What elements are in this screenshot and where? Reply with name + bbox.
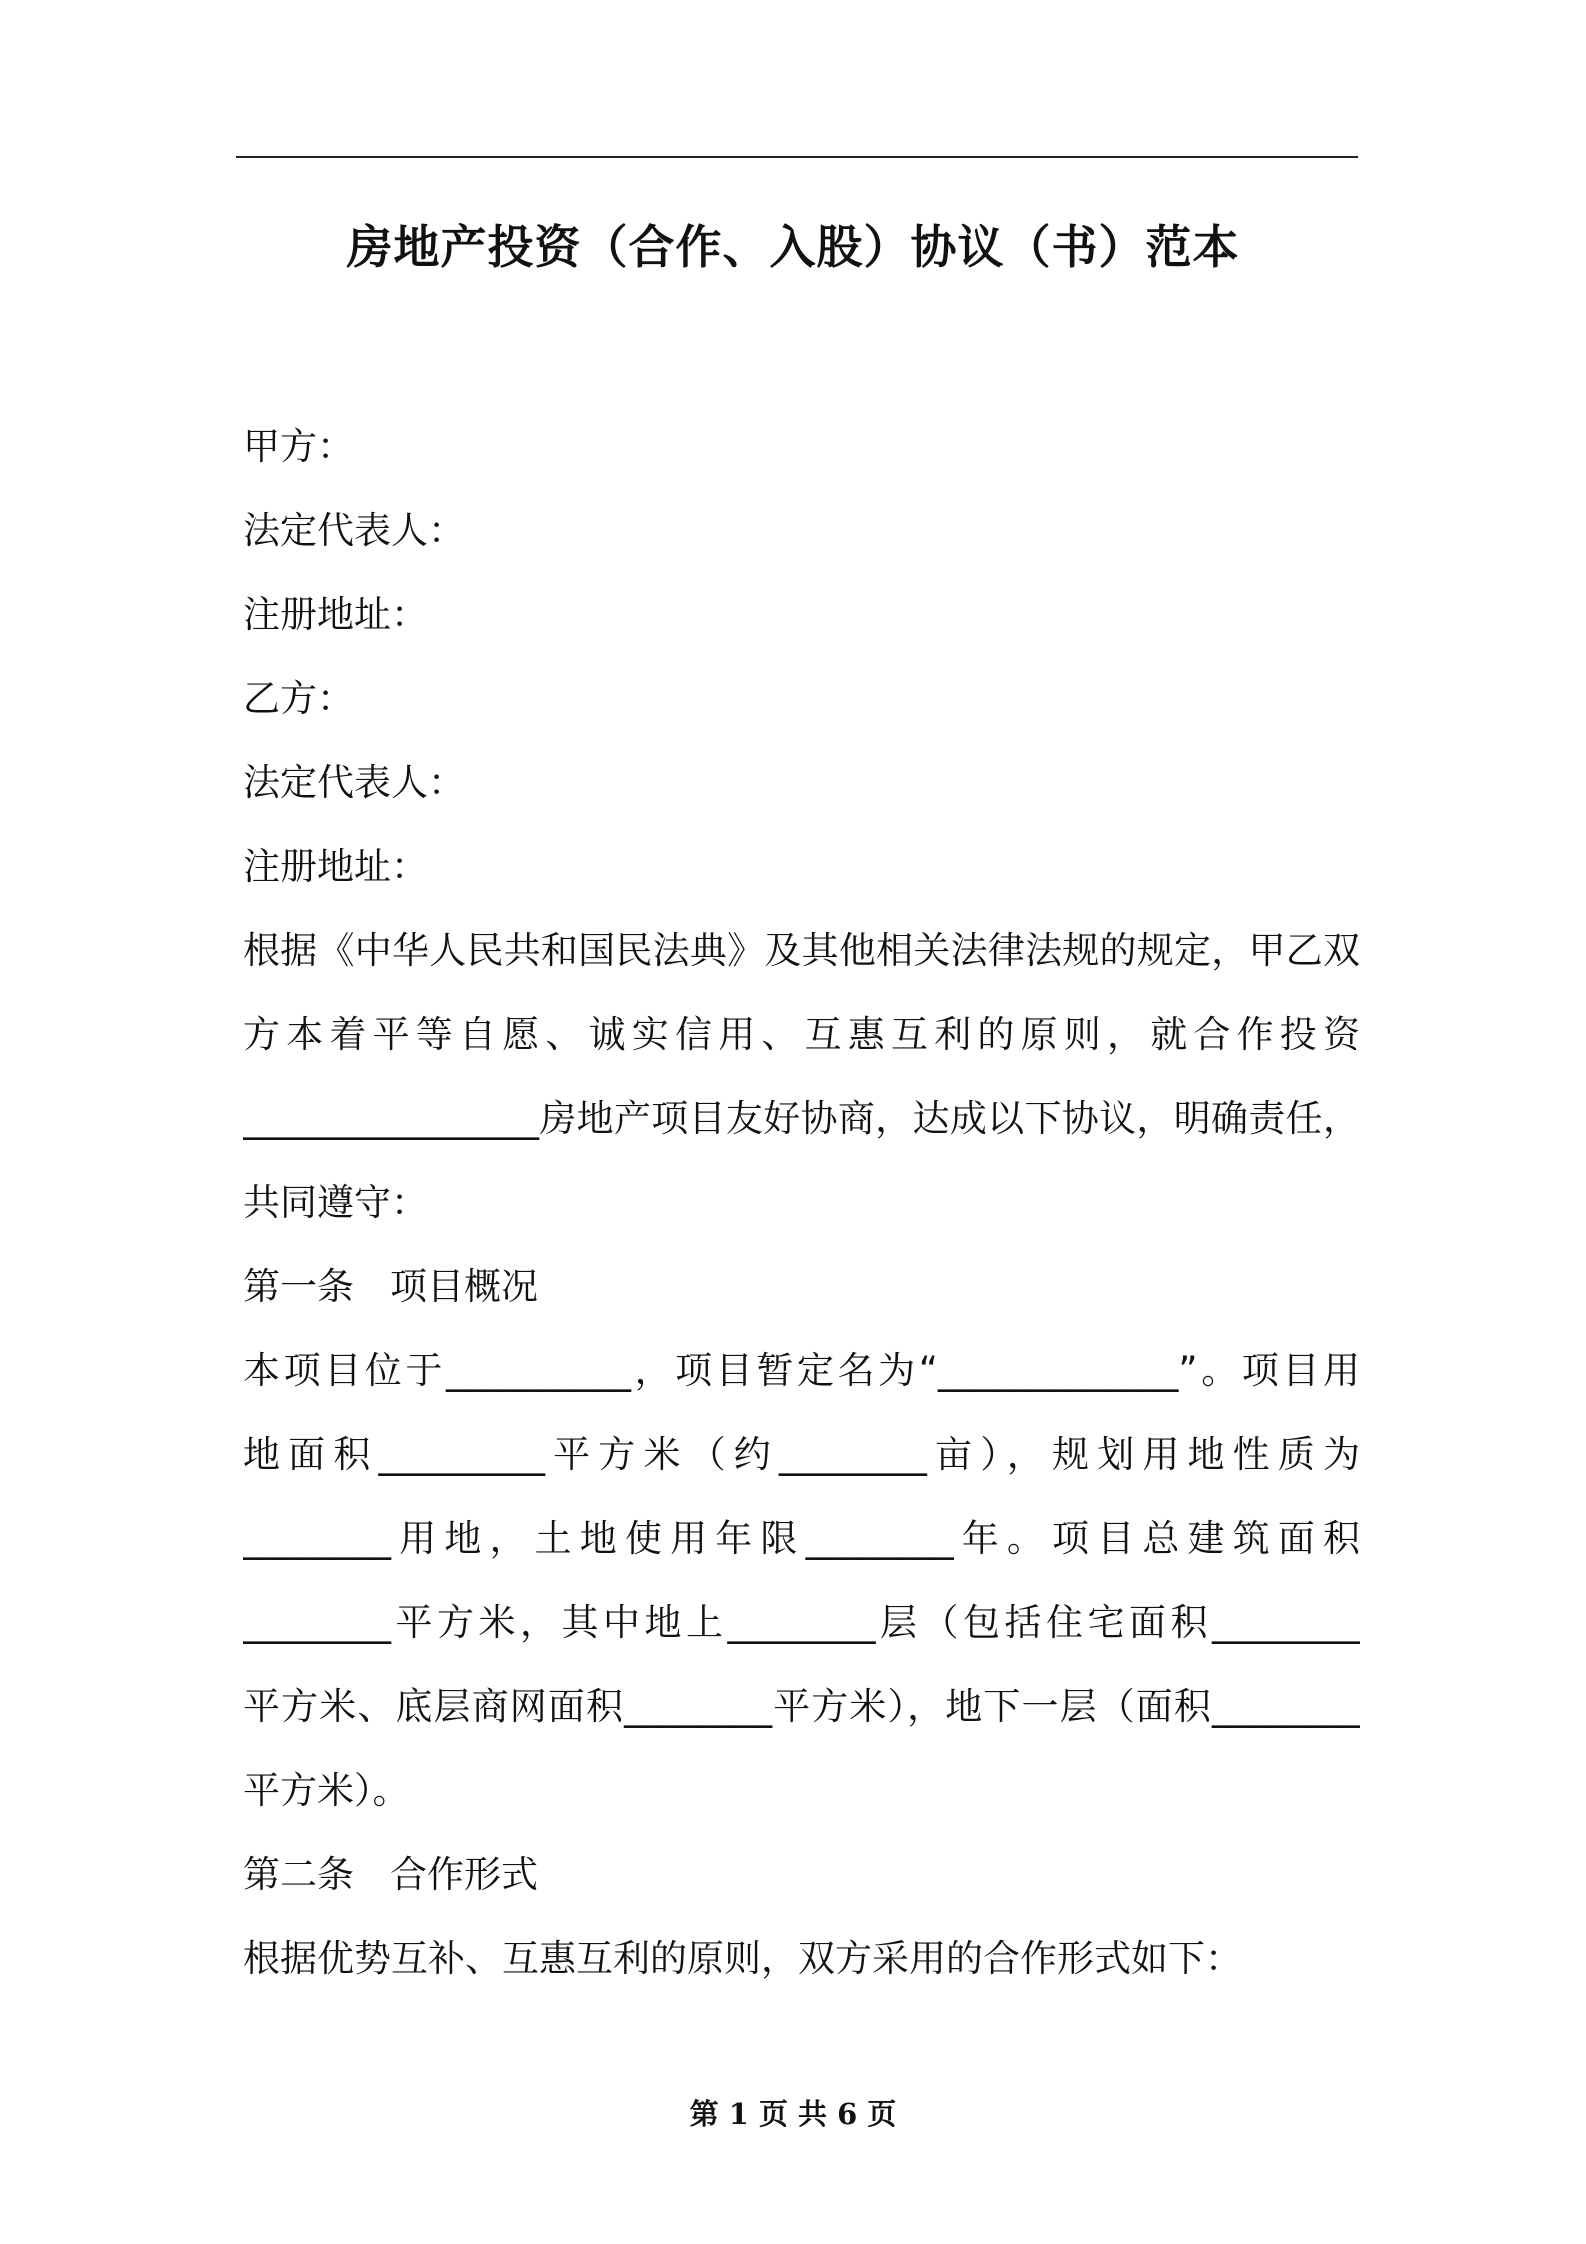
page-indicator: 第 1 页 共 6 页 — [689, 2097, 897, 2131]
party-b-address-label: 注册地址： — [243, 845, 428, 888]
article-1-line: 本项目位于__________，项目暂定名为“_____________”。项目用 — [243, 1349, 1360, 1392]
article-1-line: 平方米、底层商网面积________平方米），地下一层（面积________ — [243, 1685, 1360, 1728]
party-a-representative-label: 法定代表人： — [243, 509, 465, 552]
article-1-line: ________平方米，其中地上________层（包括住宅面积________ — [243, 1601, 1360, 1644]
party-a-label: 甲方： — [243, 425, 354, 468]
article-1-line: 平方米）。 — [243, 1769, 410, 1812]
article-1-number: 第一条 — [243, 1265, 354, 1308]
article-1-line: ________用地，土地使用年限________年。项目总建筑面积 — [243, 1517, 1360, 1560]
preamble-line: ________________房地产项目友好协商，达成以下协议，明确责任， — [243, 1097, 1360, 1140]
party-b-representative-label: 法定代表人： — [243, 761, 465, 804]
document-body — [243, 405, 1360, 2001]
article-2-number: 第二条 — [243, 1853, 354, 1896]
party-b-label: 乙方： — [243, 677, 354, 720]
party-a-address-label: 注册地址： — [243, 593, 428, 636]
preamble-line: 方本着平等自愿、诚实信用、互惠互利的原则，就合作投资 — [243, 1013, 1360, 1056]
preamble-line: 共同遵守： — [243, 1181, 428, 1224]
document-title: 房地产投资（合作、入股）协议（书）范本 — [346, 220, 1240, 274]
preamble-line: 根据《中华人民共和国民法典》及其他相关法律法规的规定，甲乙双 — [243, 929, 1360, 972]
header-rule — [236, 156, 1358, 158]
article-2-title: 合作形式 — [390, 1853, 538, 1896]
article-2-line: 根据优势互补、互惠互利的原则，双方采用的合作形式如下： — [243, 1937, 1242, 1980]
article-1-heading — [243, 1245, 1360, 1329]
article-1-title: 项目概况 — [390, 1265, 538, 1308]
article-1-line: 地面积_________平方米（约________亩），规划用地性质为 — [243, 1433, 1360, 1476]
article-2-heading — [243, 1833, 1360, 1917]
